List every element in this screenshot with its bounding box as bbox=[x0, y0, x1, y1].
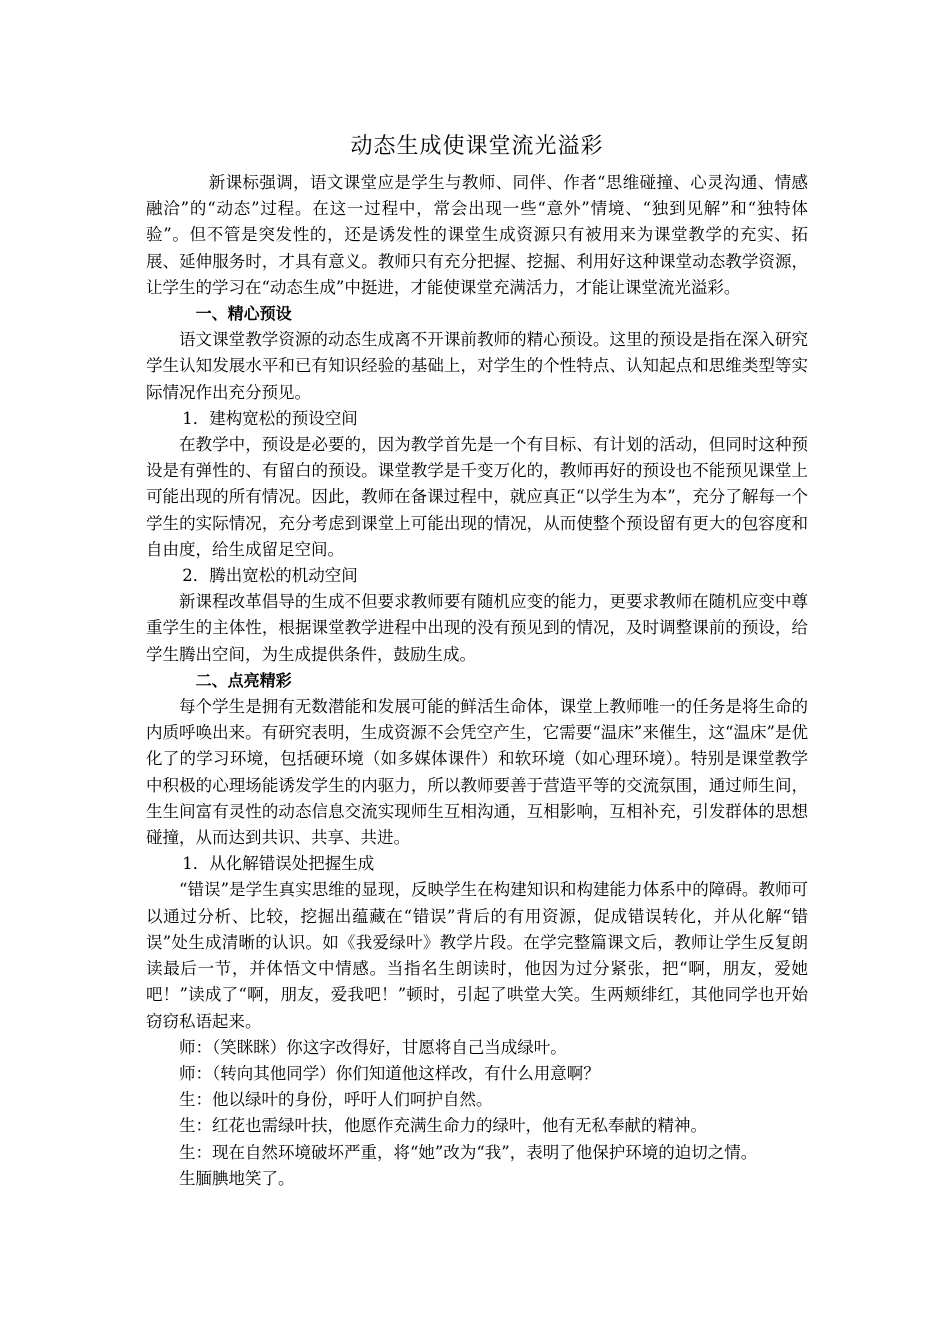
document-title: 动态生成使课堂流光溢彩 bbox=[350, 134, 604, 159]
dialogue-line-1: 师：（笑眯眯）你这字改得好，甘愿将自己当成绿叶。 bbox=[179, 1037, 567, 1057]
section1-paragraph-3: 新课程改革倡导的生成不但要求教师要有随机应变的能力，更要求教师在随机应变中尊重学生的主体性，根据课堂教学进程中出现的没有预见到的情况，及时调整课前的预设，给学生腾出空间，为生成提供条件，鼓励生成。 bbox=[146, 592, 808, 664]
document-page bbox=[146, 132, 808, 1192]
section-heading-2: 二、点亮精彩 bbox=[195, 670, 292, 690]
dialogue-line-2: 师：（转向其他同学）你们知道他这样改，有什么用意啊？ bbox=[179, 1063, 600, 1083]
section1-subheading-1: 1．建构宽松的预设空间 bbox=[182, 408, 358, 428]
dialogue-line-3: 生：他以绿叶的身份，呼吁人们呵护自然。 bbox=[179, 1090, 493, 1110]
section2-paragraph-2: “错误”是学生真实思维的显现，反映学生在构建知识和构建能力体系中的障碍。教师可以通过分析、比较，挖掘出蕴藏在“错误”背后的有用资源，促成错误转化，并从化解“错误”处生成清晰的认识。如《我爱绿叶》教学片段。在学完整篇课文后，教师让学生反复朗读最后一节，并体悟文中情感。当指名生朗读时，他因为过分紧张，把“啊，朋友，爱她吧！”读成了“啊，朋友，爱我吧！”顿时，引起了哄堂大笑。生两颊绯红，其他同学也开始窃窃私语起来。 bbox=[146, 880, 808, 1031]
section1-paragraph-2: 在教学中，预设是必要的，因为教学首先是一个有目标、有计划的活动，但同时这种预设是有弹性的、有留白的预设。课堂教学是千变万化的，教师再好的预设也不能预见课堂上可能出现的所有情况。因此，教师在备课过程中，就应真正“以学生为本”，充分了解每一个学生的实际情况，充分考虑到课堂上可能出现的情况，从而使整个预设留有更大的包容度和自由度，给生成留足空间。 bbox=[146, 435, 808, 559]
section-heading-1: 一、精心预设 bbox=[195, 304, 292, 324]
intro-paragraph: 新课标强调，语文课堂应是学生与教师、同伴、作者“思维碰撞、心灵沟通、情感融洽”的“动态”过程。在这一过程中，常会出现一些“意外”情境、“独到见解”和“独特体验”。但不管是突发性的，还是诱发性的课堂生成资源只有被用来为课堂教学的充实、拓展、延伸服务时，才具有意义。教师只有充分把握、挖掘、利用好这种课堂动态教学资源，让学生的学习在“动态生成”中挺进，才能使课堂充满活力，才能让课堂流光溢彩。 bbox=[146, 173, 808, 297]
section2-subheading-1: 1．从化解错误处把握生成 bbox=[182, 854, 375, 874]
dialogue-line-4: 生：红花也需绿叶扶，他愿作充满生命力的绿叶，他有无私奉献的精神。 bbox=[179, 1116, 707, 1136]
section1-subheading-2: 2．腾出宽松的机动空间 bbox=[182, 566, 358, 586]
section1-paragraph-1: 语文课堂教学资源的动态生成离不开课前教师的精心预设。这里的预设是指在深入研究学生认知发展水平和已有知识经验的基础上，对学生的个性特点、认知起点和思维类型等实际情况作出充分预见。 bbox=[146, 330, 808, 402]
dialogue-line-6: 生腼腆地笑了。 bbox=[179, 1168, 295, 1188]
section2-paragraph-1: 每个学生是拥有无数潜能和发展可能的鲜活生命体，课堂上教师唯一的任务是将生命的内质呼唤出来。有研究表明，生成资源不会凭空产生，它需要“温床”来催生，这“温床”是优化了的学习环境，包括硬环境（如多媒体课件）和软环境（如心理环境）。特别是课堂教学中积极的心理场能诱发学生的内驱力，所以教师要善于营造平等的交流氛围，通过师生间，生生间富有灵性的动态信息交流实现师生互相沟通，互相影响，互相补充，引发群体的思想碰撞，从而达到共识、共享、共进。 bbox=[146, 697, 808, 848]
dialogue-line-5: 生：现在自然环境破坏严重，将“她”改为“我”，表明了他保护环境的迫切之情。 bbox=[179, 1142, 758, 1162]
